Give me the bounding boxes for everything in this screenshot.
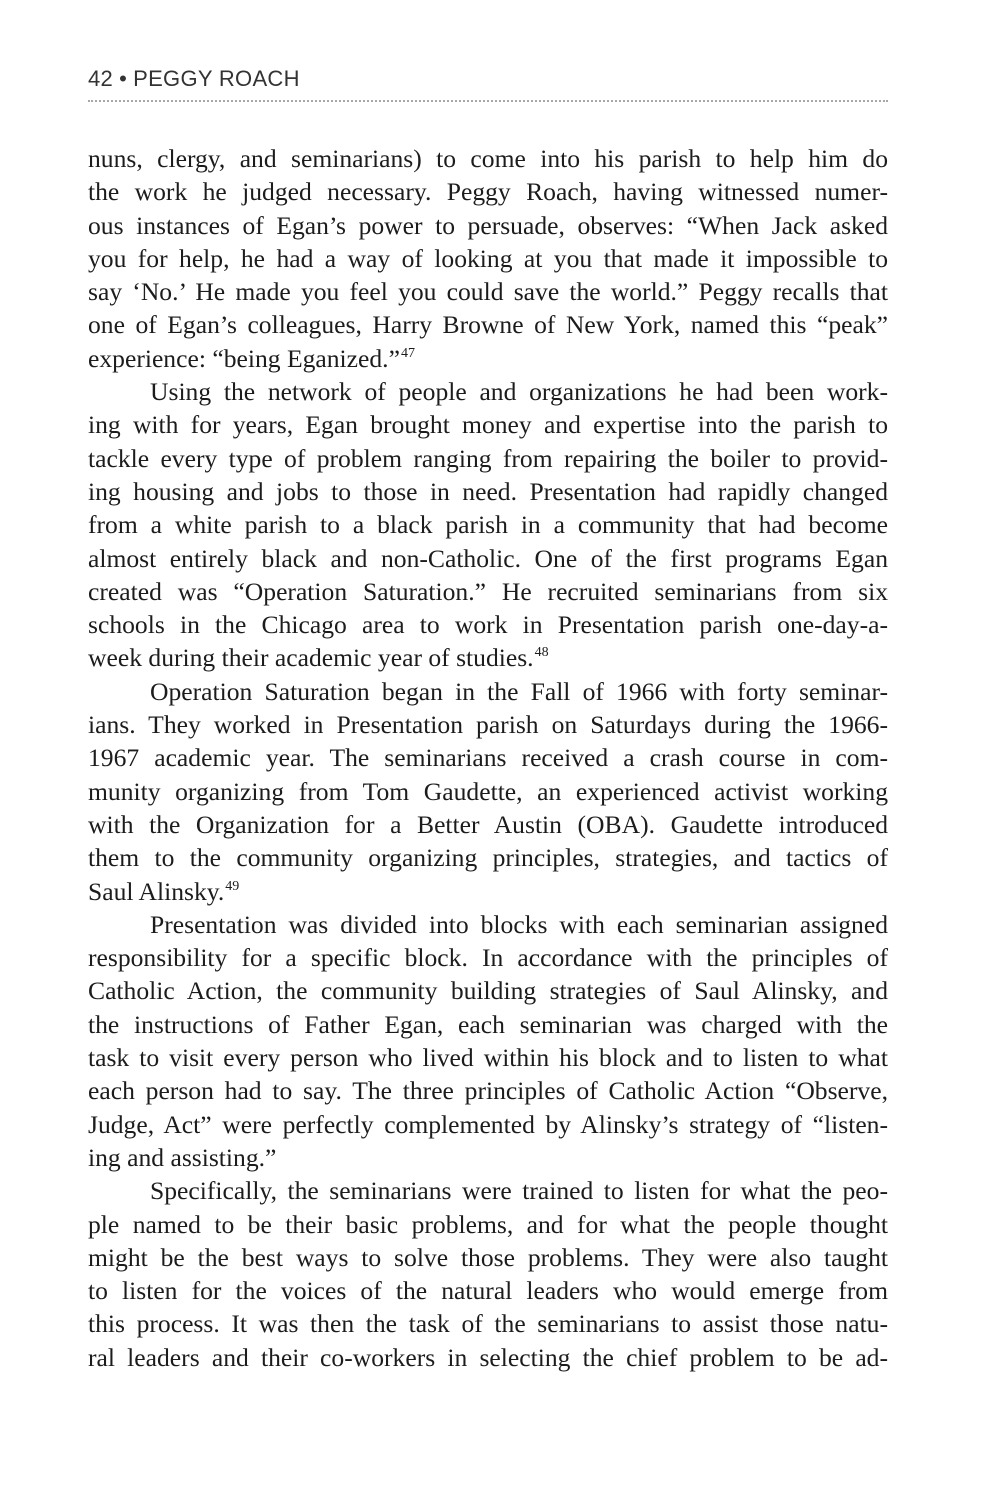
- text-line: ing housing and jobs to those in need. Presentation had rapidly changed: [88, 476, 888, 506]
- body-text: [88, 142, 888, 1374]
- text-line: Catholic Action, the community building strategies of Saul Alinsky, and: [88, 976, 888, 1006]
- text-line: say ‘No.’ He made you feel you could save the world.” Peggy recalls that: [88, 277, 888, 307]
- paragraph-p4: [88, 908, 888, 1174]
- text-line: responsibility for a specific block. In accordance with the principles of: [88, 943, 888, 973]
- text-line: munity organizing from Tom Gaudette, an experienced activist working: [88, 776, 888, 806]
- paragraph-p2: [88, 375, 888, 675]
- text-line: each person had to say. The three principles of Catholic Action “Observe,: [88, 1076, 888, 1106]
- paragraph-p5: [88, 1174, 888, 1374]
- text-line: task to visit every person who lived within his block and to listen to what: [88, 1043, 888, 1073]
- text-line: Saul Alinsky.$^{49}$: [88, 876, 240, 906]
- text-line: might be the best ways to solve those problems. They were also taught: [88, 1242, 888, 1272]
- running-head: [88, 66, 888, 92]
- text-line: the instructions of Father Egan, each seminarian was charged with the: [88, 1009, 888, 1039]
- text-line: from a white parish to a black parish in a community that had become: [88, 510, 888, 540]
- text-line: this process. It was then the task of the seminarians to assist those natu-: [88, 1309, 888, 1339]
- footnote-reference[interactable]: 48: [534, 645, 549, 661]
- text-line: them to the community organizing principles, strategies, and tactics of: [88, 843, 888, 873]
- text-line: the work he judged necessary. Peggy Roach, having witnessed numer-: [88, 177, 888, 207]
- text-line: ing and assisting.”: [88, 1142, 277, 1172]
- text-line: Specifically, the seminarians were trained to listen for what the peo-: [150, 1176, 888, 1206]
- text-line: nuns, clergy, and seminarians) to come into his parish to help him do: [88, 144, 888, 173]
- text-line: tackle every type of problem ranging from repairing the boiler to provid-: [88, 443, 888, 473]
- text-line: Using the network of people and organizations he had been work-: [150, 377, 888, 407]
- dotted-header-rule: [88, 100, 888, 102]
- text-line: to listen for the voices of the natural leaders who would emerge from: [88, 1276, 888, 1306]
- text-line: one of Egan’s colleagues, Harry Browne of New York, named this “peak”: [88, 310, 888, 340]
- text-line: with the Organization for a Better Austin (OBA). Gaudette introduced: [88, 809, 888, 839]
- footnote-reference[interactable]: 47: [400, 345, 415, 361]
- book-page: [88, 0, 888, 1500]
- text-line: almost entirely black and non-Catholic. One of the first programs Egan: [88, 543, 888, 573]
- text-line: ple named to be their basic problems, and for what the people thought: [88, 1209, 888, 1239]
- paragraph-p1: [88, 142, 888, 375]
- text-line: you for help, he had a way of looking at you that made it impossible to: [88, 243, 888, 273]
- text-line: Presentation was divided into blocks with each seminarian assigned: [150, 909, 888, 939]
- text-line: week during their academic year of studies.$^{48}$: [88, 643, 549, 673]
- text-line: schools in the Chicago area to work in Presentation parish one-day-a-: [88, 610, 888, 640]
- text-line: ians. They worked in Presentation parish on Saturdays during the 1966-: [88, 710, 888, 740]
- text-line: created was “Operation Saturation.” He recruited seminarians from six: [88, 576, 888, 606]
- text-line: ral leaders and their co-workers in selecting the chief problem to be ad-: [88, 1342, 888, 1372]
- text-line: experience: “being Eganized.”$^{47}$: [88, 343, 415, 373]
- text-line: ing with for years, Egan brought money and expertise into the parish to: [88, 410, 888, 440]
- running-head-title: PEGGY ROACH: [133, 66, 300, 91]
- footnote-reference[interactable]: 49: [225, 878, 240, 894]
- text-line: 1967 academic year. The seminarians received a crash course in com-: [88, 743, 888, 773]
- text-line: ous instances of Egan’s power to persuade, observes: “When Jack asked: [88, 210, 888, 240]
- text-line: Judge, Act” were perfectly complemented by Alinsky’s strategy of “listen-: [88, 1109, 888, 1139]
- paragraph-p3: [88, 675, 888, 908]
- text-line: Operation Saturation began in the Fall of 1966 with forty seminar-: [150, 676, 888, 706]
- page-number: 42: [88, 66, 114, 91]
- running-head-separator: •: [119, 66, 128, 91]
